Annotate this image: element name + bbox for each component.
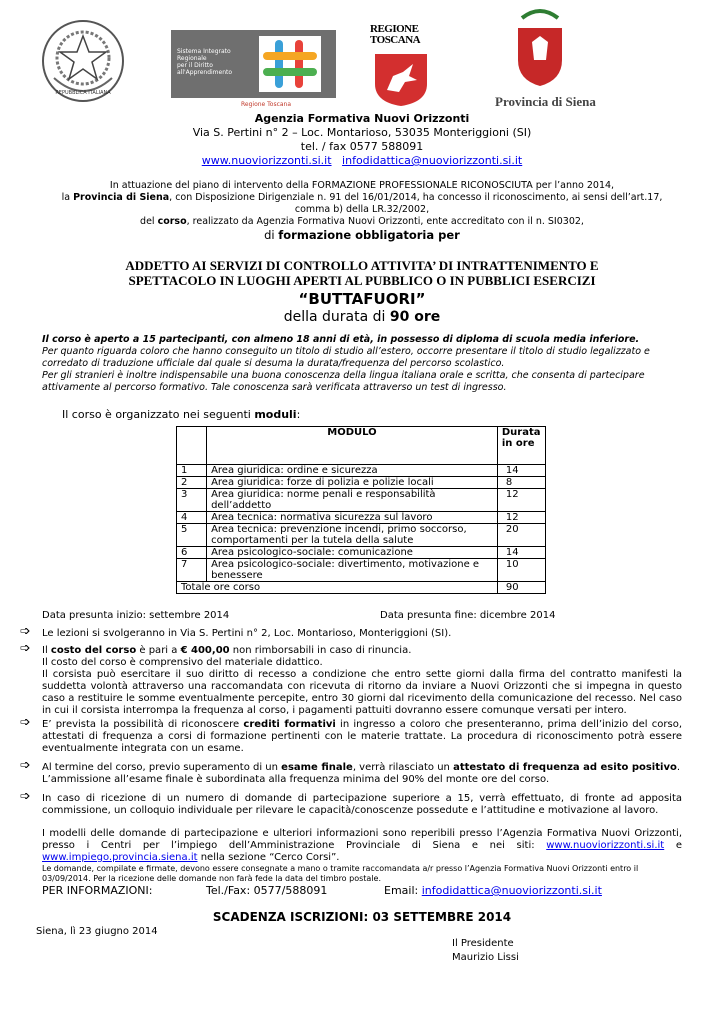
per-informazioni-label: PER INFORMAZIONI: — [42, 884, 153, 897]
table-row: 3 Area giuridica: norme penali e responsabilità dell’addetto 12 — [177, 489, 546, 512]
regione-toscana-logo — [370, 24, 432, 108]
table-header-row — [177, 427, 546, 465]
website-link[interactable]: www.nuoviorizzonti.si.it — [201, 154, 332, 167]
table-row: 6 Area psicologico-sociale: comunicazione 14 — [177, 547, 546, 559]
submission-note: Le domande, compilate e firmate, devono essere consegnate a mano o tramite raccomandata a/r presso l’Agenzia Formativa Nuovi Orizzonti entro il 03/09/2014. Per la ricezione delle domande non farà fede la data del timbro postale. — [42, 864, 639, 883]
impiego-link[interactable]: www.impiego.provincia.siena.it — [42, 852, 198, 863]
course-title-line-1: ADDETTO AI SERVIZI DI CONTROLLO ATTIVITA’ DI INTRATTENIMENTO E — [125, 258, 599, 273]
arrow-icon: ➩ — [20, 715, 31, 730]
regione-line-2: TOSCANA — [370, 34, 421, 46]
place-date: Siena, lì 23 giugno 2014 — [36, 926, 158, 937]
course-duration: della durata di 90 ore — [283, 309, 441, 325]
info-telfax: Tel./Fax: 0577/588091 — [206, 884, 328, 897]
siena-crest-icon — [512, 8, 568, 88]
info-paragraph: I modelli delle domande di partecipazione e ulteriori informazioni sono reperibili presso l’Agenzia Formativa Nuovi Orizzonti, presso i Centri per l’impiego dell’Amministrazione Provinciale di Siena e nei siti: www.nuoviorizzonti.si.it e www.impiego.provincia.siena.it nella sezione “Cerco Corsi”. — [42, 828, 682, 863]
sistema-regionale-logo — [171, 30, 336, 110]
bullet-selection: In caso di ricezione di un numero di domande di partecipazione superiore a 15, verrà effettuato, di fronte ad apposita commissione, un colloquio individuale per rilevare le capacità/conoscenze possedute e l’attitudine e motivazione al lavoro. — [42, 793, 682, 816]
sistema-line-3: per il Diritto — [177, 62, 213, 69]
bullet-exam: Al termine del corso, previo superamento di un esame finale, verrà rilasciato un attestato di frequenza ad esito positivo. L’ammissione all’esame finale è subordinata alla frequenza minima del 90% del monte ore del corso. — [42, 762, 681, 785]
sistema-line-2: Regionale — [177, 55, 207, 62]
enrollment-deadline: SCADENZA ISCRIZIONI: 03 SETTEMBRE 2014 — [212, 910, 512, 924]
provincia-siena-logo — [490, 8, 596, 110]
header-modulo: MODULO — [207, 427, 498, 465]
arrow-icon: ➩ — [20, 624, 31, 639]
agency-tel: tel. / fax 0577 588091 — [300, 140, 424, 153]
end-date: Data presunta fine: dicembre 2014 — [380, 610, 556, 621]
pegasus-shield-icon — [373, 52, 429, 108]
info-email-link[interactable]: infodidattica@nuoviorizzonti.si.it — [421, 884, 602, 897]
modules-table — [176, 426, 546, 594]
arrow-icon: ➩ — [20, 758, 31, 773]
sistema-line-1: Sistema Integrato — [177, 48, 231, 55]
intro-line-1: In attuazione del piano di intervento della FORMAZIONE PROFESSIONALE RICONOSCIUTA per l’anno 2014, — [109, 180, 615, 191]
start-date: Data presunta inizio: settembre 2014 — [42, 610, 230, 621]
signatory-role: Il Presidente — [452, 938, 514, 949]
sistema-caption: Regione Toscana — [241, 101, 292, 108]
repubblica-italiana-emblem — [40, 18, 126, 104]
header-durata: Durata in ore — [497, 427, 545, 465]
table-row: 7 Area psicologico-sociale: divertimento, motivazione e benessere 10 — [177, 559, 546, 582]
intro-line-2: la Provincia di Siena, con Disposizione Dirigenziale n. 91 del 16/01/2014, ha concesso il riconoscimento, ai sensi dell’art.17, — [61, 192, 663, 203]
nuoviorizzonti-link[interactable]: www.nuoviorizzonti.si.it — [546, 840, 665, 851]
intro-line-5: di formazione obbligatoria per — [264, 228, 460, 242]
bullet-location: Le lezioni si svolgeranno in Via S. Pertini n° 2, Loc. Montarioso, Monteriggioni (SI). — [42, 628, 452, 639]
agency-name: Agenzia Formativa Nuovi Orizzonti — [254, 112, 470, 125]
hashtag-icon — [259, 36, 321, 92]
intro-line-4: del corso, realizzato da Agenzia Formativa Nuovi Orizzonti, ente accreditato con il n. SI0302, — [140, 216, 584, 227]
agency-address: Via S. Pertini n° 2 – Loc. Montarioso, 53035 Monteriggioni (SI) — [192, 126, 532, 139]
table-row: 2 Area giuridica: forze di polizia e polizie locali 8 — [177, 477, 546, 489]
course-nickname: “BUTTAFUORI” — [298, 290, 426, 308]
table-row: 4 Area tecnica: normativa sicurezza sul lavoro 12 — [177, 512, 546, 524]
table-row: 1 Area giuridica: ordine e sicurezza 14 — [177, 465, 546, 477]
requirements-foreign: Per quanto riguarda coloro che hanno conseguito un titolo di studio all’estero, occorre presentare il titolo di studio legalizzato e corredato di traduzione ufficiale dal quale si desuma la durata/frequenza del percorso scolastico. — [42, 346, 650, 369]
bullet-credits: E’ prevista la possibilità di riconoscere crediti formativi in ingresso a coloro che presenteranno, prima dell’inizio del corso, attestati di frequenza a corsi di formazione pertinenti con le materie trattate. La procedura di riconoscimento potrà essere eventualmente integrata con un esame. — [42, 719, 683, 754]
arrow-icon: ➩ — [20, 789, 31, 804]
signatory-name: Maurizio Lissi — [452, 952, 519, 963]
repubblica-caption: REPUBBLICA ITALIANA — [55, 90, 111, 96]
course-title-line-2: SPETTACOLO IN LUOGHI APERTI AL PUBBLICO O IN PUBBLICI ESERCIZI — [128, 273, 596, 288]
intro-line-3: comma b) della LR.32/2002, — [294, 204, 430, 215]
info-email: Email: infodidattica@nuoviorizzonti.si.it — [384, 884, 602, 897]
requirements-bold: Il corso è aperto a 15 partecipanti, con almeno 18 anni di età, in possesso di diploma di scuola media inferiore. — [42, 334, 640, 345]
table-total-row: Totale ore corso 90 — [177, 582, 546, 594]
table-row: 5 Area tecnica: prevenzione incendi, primo soccorso, comportamenti per la tutela della salute 20 — [177, 524, 546, 547]
requirements-language: Per gli stranieri è inoltre indispensabile una buona conoscenza della lingua italiana orale e scritta, che consenta di partecipare attivamente al percorso formativo. Tale conoscenza sarà verificata attraverso un test di ingresso. — [42, 370, 645, 393]
sistema-line-4: all'Apprendimento — [177, 69, 233, 76]
regione-line-1: REGIONE — [370, 23, 419, 35]
provincia-caption: Provincia di Siena — [495, 94, 596, 109]
arrow-icon: ➩ — [20, 641, 31, 656]
email-link[interactable]: infodidattica@nuoviorizzonti.si.it — [342, 154, 523, 167]
bullet-cost: Il costo del corso è pari a € 400,00 non rimborsabili in caso di rinuncia. Il costo del corso è comprensivo del materiale didattico. Il corsista può esercitare il suo diritto di recesso a condizione che entro sette giorni dalla firma del contratto manifesti la suddetta volontà attraverso una raccomandata con ricevuta di ritorno da inviare a Nuovi Orizzonti che si impegna in questo caso a restituire le somme eventualmente percepite, entro 30 giorni dal ricevimento della comunicazione del recesso. Nel caso in cui il corsista interrompa la frequenza al corso, i pagamenti pattuiti dovranno essere comunque versati per intero. — [42, 645, 682, 716]
modules-intro: Il corso è organizzato nei seguenti moduli: — [62, 408, 301, 421]
